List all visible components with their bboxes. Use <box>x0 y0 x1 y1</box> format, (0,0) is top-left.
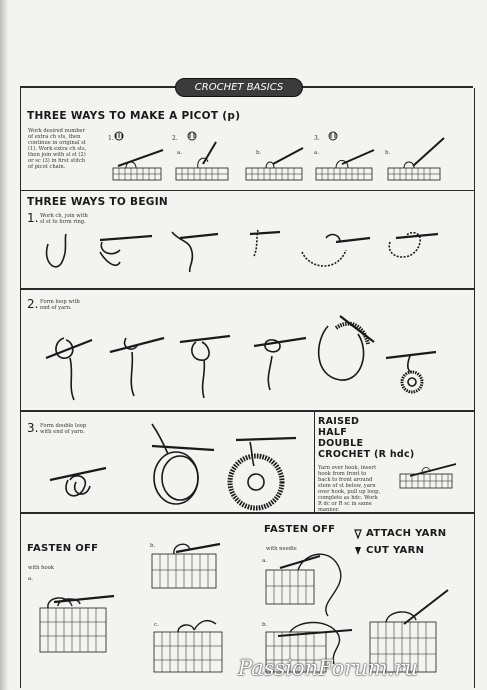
picot-swatch-2a <box>176 142 228 180</box>
raised-hdc-illustration <box>398 462 458 492</box>
picot-swatch-1 <box>113 150 163 180</box>
fasten-needle-a: a. <box>262 558 268 564</box>
picot-swatch-2b <box>246 148 303 180</box>
begin-3-illustrations <box>40 420 310 510</box>
begin-text-1: Work ch, join with sl st to form ring. <box>40 213 88 225</box>
fasten-hook-a-swatch <box>40 596 114 652</box>
raised-text: Yarn over hook, insert hook from front to back to front around stem of st below, yarn over hook, pull up loop, complete as hdc. Work R dc or R sc in same manner. <box>318 465 381 513</box>
picot-swatch-3b <box>388 138 444 180</box>
watermark: PassionForum.ru <box>238 656 418 680</box>
attach-yarn-icon <box>354 529 362 539</box>
picot-title: THREE WAYS TO MAKE A PICOT (p) <box>27 110 241 122</box>
legend-attach <box>354 528 446 539</box>
begin-1-illustrations <box>40 212 440 284</box>
section-banner: CROCHET BASICS <box>175 78 303 97</box>
fasten-hook-c: c. <box>154 622 159 628</box>
fasten-needle-a-swatch <box>266 554 341 616</box>
begin-title: THREE WAYS TO BEGIN <box>27 196 169 208</box>
begin-2-illustrations <box>40 312 440 407</box>
begin-text-2: Form loop with end of yarn. <box>40 299 80 311</box>
page-gutter <box>0 0 9 690</box>
fasten-hook-a: a. <box>28 576 34 582</box>
begin-num-1: 1. <box>27 211 39 225</box>
begin-text-3: Form double loop with end of yarn. <box>40 423 87 435</box>
picot-step-2: 2. <box>172 135 178 142</box>
picot-illustrations <box>108 130 448 185</box>
fasten-title-hook: FASTEN OFF <box>27 543 99 554</box>
picot-step-3: 3. <box>314 135 320 142</box>
picot-swatch-3a <box>316 150 374 180</box>
picot-sub-2b: b. <box>256 150 262 156</box>
cut-yarn-label: CUT YARN <box>366 545 425 556</box>
picot-sub-3b: b. <box>385 150 391 156</box>
raised-divider <box>314 410 315 512</box>
fasten-title-needle: FASTEN OFF <box>264 524 336 535</box>
picot-symbol-icon <box>329 132 337 140</box>
fasten-hook-b: b. <box>150 543 156 549</box>
begin-num-3: 3. <box>27 421 39 435</box>
picot-symbol-icon <box>188 132 196 140</box>
begin-num-2: 2. <box>27 297 39 311</box>
picot-symbol-icon <box>115 132 123 140</box>
fasten-hook-b-swatch <box>152 544 220 588</box>
picot-sub-3a: a. <box>314 150 320 156</box>
picot-step-1: 1. <box>108 135 114 142</box>
raised-title: RAISED HALF DOUBLE CROCHET (R hdc) <box>318 416 415 460</box>
fasten-sub-needle: with needle <box>266 546 297 552</box>
fasten-needle-b: b. <box>262 622 268 628</box>
fasten-hook-c-swatch <box>154 621 222 672</box>
picot-sub-2a: a. <box>177 150 183 156</box>
fasten-sub-hook: with hook <box>28 565 54 571</box>
picot-instructions: Work desired number of extra ch sts, then continue in original st (1). Work extra ch sts, then join with sl st (2) or sc (3) in first stitch of picot chain. <box>28 128 87 170</box>
attach-yarn-label: ATTACH YARN <box>366 528 447 539</box>
